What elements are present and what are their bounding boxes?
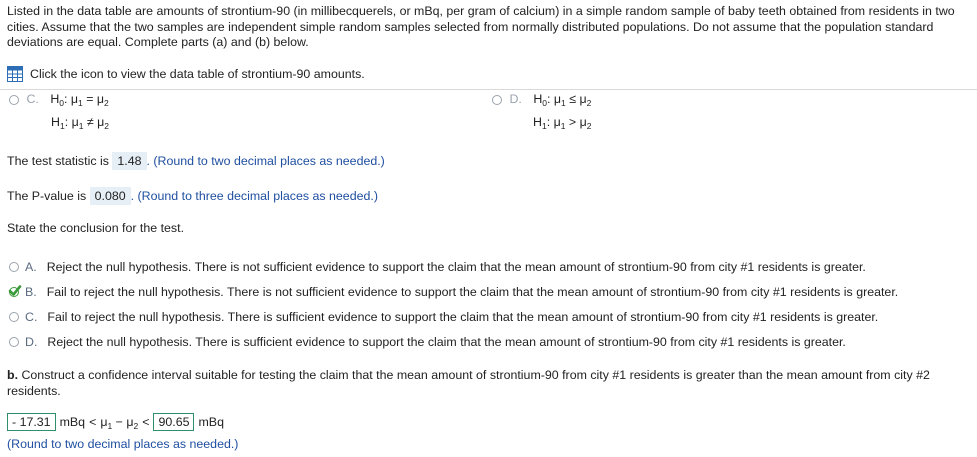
hypothesis-option-c[interactable] [9, 92, 109, 106]
ci-lower-input[interactable]: - 17.31 [7, 413, 56, 431]
conclusion-option-a[interactable] [9, 260, 866, 274]
data-table-icon[interactable] [7, 66, 23, 82]
test-statistic-label: The test statistic is [7, 154, 109, 168]
radio-conclusion-d[interactable] [9, 337, 19, 347]
conclusion-option-c[interactable] [9, 310, 878, 324]
data-table-link-row[interactable] [7, 65, 365, 83]
test-statistic-hint: . (Round to two decimal places as needed.) [146, 154, 385, 168]
part-b-label: b. [7, 368, 19, 382]
option-letter: A. [25, 260, 37, 274]
p-value-answer[interactable]: 0.080 [90, 187, 131, 205]
option-letter: B. [25, 285, 37, 299]
option-text: Fail to reject the null hypothesis. There is sufficient evidence to support the claim that the mean amount of strontium-90 from city #1 residents is greater. [47, 310, 879, 324]
radio-hyp-d[interactable] [492, 95, 502, 105]
option-letter: D. [509, 92, 522, 106]
alt-hypothesis-d: $H_1$: $\mu_1 > \mu_2$ [533, 115, 592, 131]
conclusion-option-d[interactable] [9, 335, 846, 349]
null-hypothesis-d: $H_0$: $\mu_1 \le \mu_2$ [533, 92, 592, 108]
p-value-label: The P-value is [7, 189, 87, 203]
option-letter: D. [25, 335, 38, 349]
ci-round-hint: (Round to two decimal places as needed.) [7, 437, 239, 451]
confidence-interval [7, 413, 224, 431]
hypothesis-option-d[interactable] [492, 92, 591, 106]
null-hypothesis-c: $H_0$: $\mu_1 = \mu_2$ [50, 92, 109, 108]
checkmark-icon [8, 284, 22, 298]
part-b-prompt [7, 368, 967, 399]
ci-upper-input[interactable]: 90.65 [153, 413, 194, 431]
test-statistic-line [7, 152, 385, 170]
divider [0, 89, 977, 90]
option-text: Reject the null hypothesis. There is sufficient evidence to support the claim that the mean amount of strontium-90 from city #1 residents is greater. [47, 335, 846, 349]
option-letter: C. [26, 92, 39, 106]
test-statistic-answer[interactable]: 1.48 [112, 152, 146, 170]
option-letter: C. [25, 310, 38, 324]
radio-conclusion-a[interactable] [9, 262, 19, 272]
ci-lt: < [142, 415, 150, 429]
ci-unit: mBq [198, 415, 224, 429]
radio-conclusion-b-selected[interactable] [9, 287, 19, 297]
ci-lt: < [89, 415, 97, 429]
part-b-text: Construct a confidence interval suitable for testing the claim that the mean amount of strontium-90 from city #1 residents is greater than the mean amount from city #2 residents. [7, 368, 930, 398]
option-text: Fail to reject the null hypothesis. There is not sufficient evidence to support the claim that the mean amount of strontium-90 from city #1 residents is greater. [46, 285, 899, 299]
alt-hypothesis-c: $H_1$: $\mu_1 \ne \mu_2$ [51, 115, 110, 131]
p-value-hint: . (Round to three decimal places as needed.) [130, 189, 378, 203]
p-value-line [7, 187, 378, 205]
option-text: Reject the null hypothesis. There is not sufficient evidence to support the claim that the mean amount of strontium-90 from city #1 residents is greater. [46, 260, 866, 274]
ci-unit: mBq [59, 415, 86, 429]
conclusion-option-b[interactable] [9, 285, 898, 299]
question-intro: Listed in the data table are amounts of strontium-90 (in millibecquerels, or mBq, per gram of calcium) in a simple random sample of baby teeth obtained from residents in two cities. Assume that the two samples are independent simple random samples selected from normally distributed populations. Do not assume that the population standard deviations are equal. Complete parts (a) and (b) below. [7, 4, 955, 49]
data-table-link-text[interactable]: Click the icon to view the data table of strontium-90 amounts. [30, 67, 365, 81]
ci-difference: $\mu_1 - \mu_2$ [100, 415, 139, 431]
radio-conclusion-c[interactable] [9, 312, 19, 322]
radio-hyp-c[interactable] [9, 95, 19, 105]
conclusion-prompt: State the conclusion for the test. [7, 221, 185, 235]
